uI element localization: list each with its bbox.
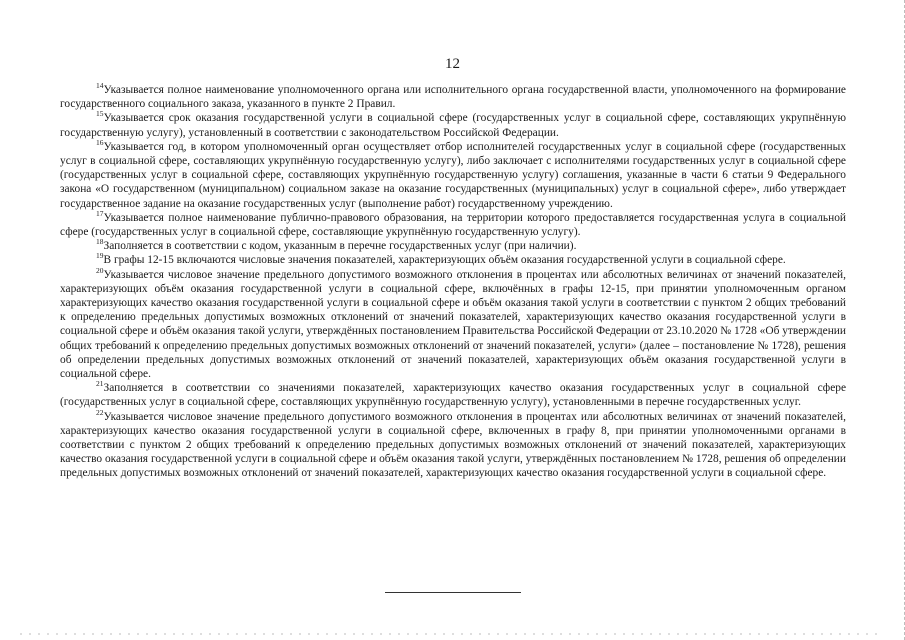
footnote-20: [60, 265, 846, 382]
footnote-14: [60, 83, 846, 111]
footnote-number: 19: [96, 251, 104, 261]
footnote-21: [60, 381, 846, 409]
footnote-number: 15: [96, 109, 104, 119]
footnote-number: 20: [96, 265, 104, 275]
footnote-16: [60, 140, 846, 211]
footnote-number: 21: [96, 379, 104, 389]
footnote-18: [60, 239, 846, 253]
footnote-text: Указывается год, в котором уполномоченный орган осуществляет отбор исполнителей государственных услуг в социальной сфере (государственных услуг в социальной сфере, составляющих укрупнённую государственную услугу), либо заключает с исполнителями государственных услуг в социальной сфере (государственных услуг в социальной сфере, составляющих укрупнённую государственную услугу) соглашения, указанные в части 6 статьи 9 Федерального закона «О государственном (муниципальном) социальном заказе на оказание государственных (муниципальных) услуг в социальной сфере», либо утверждает государственное задание на оказание государственных услуг (выполнение работ) государственному учреждению.: [60, 140, 846, 210]
footnote-text: Указывается срок оказания государственной услуги в социальной сфере (государственных услуг в социальной сфере, составляющих укрупнённую государственную услугу), установленный в соответствии с законодательством Российской Федерации.: [60, 112, 846, 139]
footnotes-list: [60, 83, 846, 481]
footnote-number: 22: [96, 407, 104, 417]
footnote-text: Указывается полное наименование уполномоченного органа или исполнительного органа государственной власти, уполномоченного на формирование государственного социального заказа, указанного в пункте 2 Правил.: [60, 84, 846, 111]
scan-artifact: [20, 633, 880, 635]
closing-rule: [385, 592, 521, 593]
footnote-19: [60, 253, 846, 267]
footnote-text: Заполняется в соответствии с кодом, указанным в перечне государственных услуг (при наличии).: [103, 240, 577, 253]
footnote-number: 16: [96, 138, 104, 148]
footnote-text: Указывается числовое значение предельного допустимого возможного отклонения в процентах или абсолютных величинах от значений показателей, характеризующих качество оказания государственной услуги в социальной сфере, включенных в графу 8, при принятии уполномоченными органами в соответствии с пунктом 2 общих требований к определению предельных допустимых возможных отклонений от значений показателей, характеризующих качество оказания государственной услуги в социальной сфере и объём оказания такой услуги, утверждённых постановлением № 1728, решения об определении предельных допустимых возможных отклонений от значений показателей, характеризующих качество оказания государственной услуги в социальной сфере.: [60, 410, 846, 480]
footnote-number: 17: [96, 209, 104, 219]
footnote-15: [60, 111, 846, 139]
footnote-number: 18: [96, 237, 104, 247]
page-number: 12: [445, 56, 460, 72]
footnote-text: В графы 12-15 включаются числовые значения показателей, характеризующих объём оказания государственной услуги в социальной сфере.: [103, 254, 786, 267]
footnote-number: 14: [96, 81, 104, 91]
footnote-22: [60, 407, 846, 481]
footnote-text: Заполняется в соответствии со значениями показателей, характеризующих качество оказания государственных услуг в социальной сфере (государственных услуг в социальной сфере, составляющих укрупнённую государственную услугу), установленными в перечне государственных услуг.: [60, 382, 846, 409]
footnote-17: [60, 211, 846, 239]
footnote-text: Указывается числовое значение предельного допустимого возможного отклонения в процентах или абсолютных величинах от значений показателей, характеризующих объём оказания государственной услуги в социальной сфере, включённых в графы 12-15, при принятии уполномоченным органом характеризующих качество оказания государственной услуги в социальной сфере и объём оказания такой услуги в соответствии с пунктом 2 общих требований к определению предельных допустимых возможных отклонений от значений показателей, характеризующих качество оказания государственной услуги в социальной сфере и объём оказания такой услуги, утверждённых постановлением Правительства Российской Федерации от 23.10.2020 № 1728 «Об утверждении общих требований к определению предельных допустимых возможных отклонений от значений показателей, услуги» (далее – постановление № 1728), решения об определении предельных допустимых возможных отклонений от значений показателей, характеризующих объём оказания государственной услуги в социальной сфере.: [60, 268, 846, 381]
footnote-text: Указывается полное наименование публично-правового образования, на территории которого предоставляется государственная услуга в социальной сфере (государственных услуг в социальной сфере, составляющие укрупнённую государственную услугу).: [60, 211, 846, 239]
